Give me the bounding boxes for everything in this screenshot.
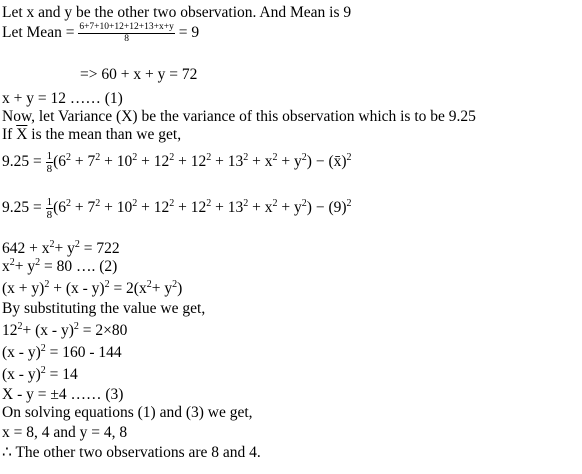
line-difference: (x - y)$^2$ = 160 - 144 <box>2 343 122 361</box>
line-mean-formula <box>2 22 199 45</box>
line-conclusion: ∴ The other two observations are 8 and 4. <box>2 444 261 461</box>
sum-of-squares-2: $(6^2 + 7^2 + 10^2 + 12^2 + 12^2 + 13^2 + x^2 + y^2) - (9)^2$ <box>53 198 352 217</box>
line-substituted: $12^2+ (x - y)^2 = 2\times 80$ <box>2 321 128 339</box>
line-equation-1: x + y = 12 …… (1) <box>2 90 123 107</box>
fraction-denominator-2: 8 <box>46 209 53 221</box>
if-text: If <box>2 126 17 143</box>
line-intro: Let x and y be the other two observation. And Mean is 9 <box>2 4 352 21</box>
line-mean-statement <box>2 126 181 144</box>
line-equation-2: $x^2+ y^2 = 80$ …. (2) <box>2 257 118 275</box>
fraction-denominator: 8 <box>46 163 53 175</box>
mean-equals: = 9 <box>174 24 200 42</box>
line-equation-3: X - y = ±4 …… (3) <box>2 386 124 403</box>
line-variance-intro: Now, let Variance (X) be the variance of this observation which is to be 9.25 <box>2 108 476 125</box>
line-identity: $(x + y)^2 + (x - y)^2 = 2(x^2+ y^2)$ <box>2 279 183 297</box>
line-solving: On solving equations (1) and (3) we get, <box>2 404 253 421</box>
sum-of-squares-1: $(6^2 + 7^2 + 10^2 + 12^2 + 12^2 + 13^2 + x^2 + y^2)$ − (x̄)$^2$ <box>53 152 352 171</box>
line-substituting: By substituting the value we get, <box>2 300 206 317</box>
mean-label: Let Mean = <box>2 24 79 42</box>
line-sum-equation: => 60 + x + y = 72 <box>80 66 198 83</box>
line-642: $642 + x^2+ y^2 = 722$ <box>2 239 120 257</box>
variance-value-2: 9.25 = <box>2 199 46 217</box>
one-eighth-fraction <box>46 150 54 175</box>
one-eighth-fraction-2 <box>46 196 54 221</box>
line-variance-formula-2 <box>2 196 352 221</box>
fraction-numerator-2: 1 <box>46 196 53 208</box>
mean-fraction <box>78 22 175 45</box>
x-bar-symbol: $\overline{X}$ <box>16 126 28 143</box>
variance-value: 9.25 = <box>2 153 46 171</box>
line-solution: x = 8, 4 and y = 4, 8 <box>2 424 128 441</box>
mean-numerator: 6+7+10+12+12+13+x+y <box>79 22 174 32</box>
fraction-numerator: 1 <box>46 150 53 162</box>
line-variance-formula-1 <box>2 150 352 175</box>
line-difference-result: (x - y)$^2$ = 14 <box>2 365 78 383</box>
mean-denominator: 8 <box>124 34 129 44</box>
mean-statement-text: is the mean than we get, <box>27 126 182 143</box>
